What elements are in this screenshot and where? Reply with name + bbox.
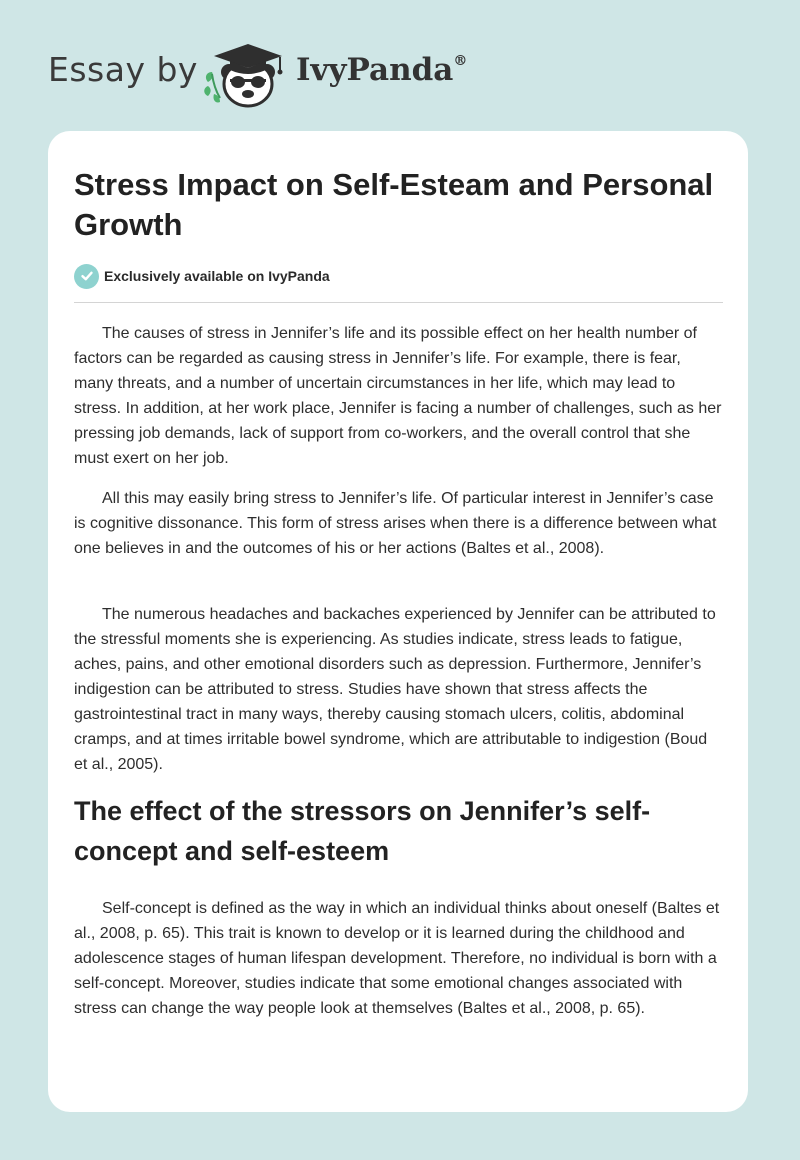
- exclusive-badge: [74, 263, 330, 289]
- divider: [74, 302, 723, 303]
- paragraph-1: The causes of stress in Jennifer’s life and its possible effect on her health number of factors can be regarded as causing stress in Jennifer’s life. For example, there is fear, many threats, and a number of uncertain circumstances in her life, which may lead to stress. In addition, at her work place, Jennifer is facing a number of challenges, such as her pressing job demands, lack of support from co-workers, and the overall control that she must exert on her job.: [74, 325, 722, 467]
- paragraph-4: Self-concept is defined as the way in which an individual thinks about oneself (Baltes et al., 2008, p. 65). This trait is known to develop or it is learned during the childhood and adolescence stages of human lifespan development. Therefore, no individual is born with a self-concept. Moreover, studies indicate that some emotional changes associated with stress can change the way people look at themselves (Baltes et al., 2008, p. 65).: [74, 900, 720, 1017]
- panda-logo-icon[interactable]: [200, 36, 292, 110]
- check-circle-icon: [74, 264, 99, 289]
- registered-mark: ®: [453, 52, 468, 69]
- page-title: Stress Impact on Self-Esteam and Personal Growth: [74, 167, 714, 242]
- paragraph-2: All this may easily bring stress to Jennifer’s life. Of particular interest in Jennifer’s case is cognitive dissonance. This form of stress arises when there is a difference between what one believes in and the outcomes of his or her actions (Baltes et al., 2008).: [74, 490, 717, 557]
- exclusive-badge-label: Exclusively available on IvyPanda: [104, 268, 330, 284]
- article-card: [48, 131, 748, 1112]
- brand-text: IvyPanda: [296, 52, 454, 88]
- paragraph-3: The numerous headaches and backaches experienced by Jennifer can be attributed to the stressful moments she is experiencing. As studies indicate, stress leads to fatigue, aches, pains, and other emotional disorders such as depression. Furthermore, Jennifer’s indigestion can be attributed to stress. Studies have shown that stress affects the gastrointestinal tract in many ways, thereby causing stomach ulcers, colitis, abdominal cramps, and at times irritable bowel syndrome, which are attributable to indigestion (Boud et al., 2005).: [74, 606, 716, 773]
- brand-name[interactable]: [296, 52, 467, 88]
- site-header: [0, 0, 800, 130]
- essay-by-label: Essay by: [48, 50, 198, 89]
- section-heading: The effect of the stressors on Jennifer’s self-concept and self-esteem: [74, 796, 651, 866]
